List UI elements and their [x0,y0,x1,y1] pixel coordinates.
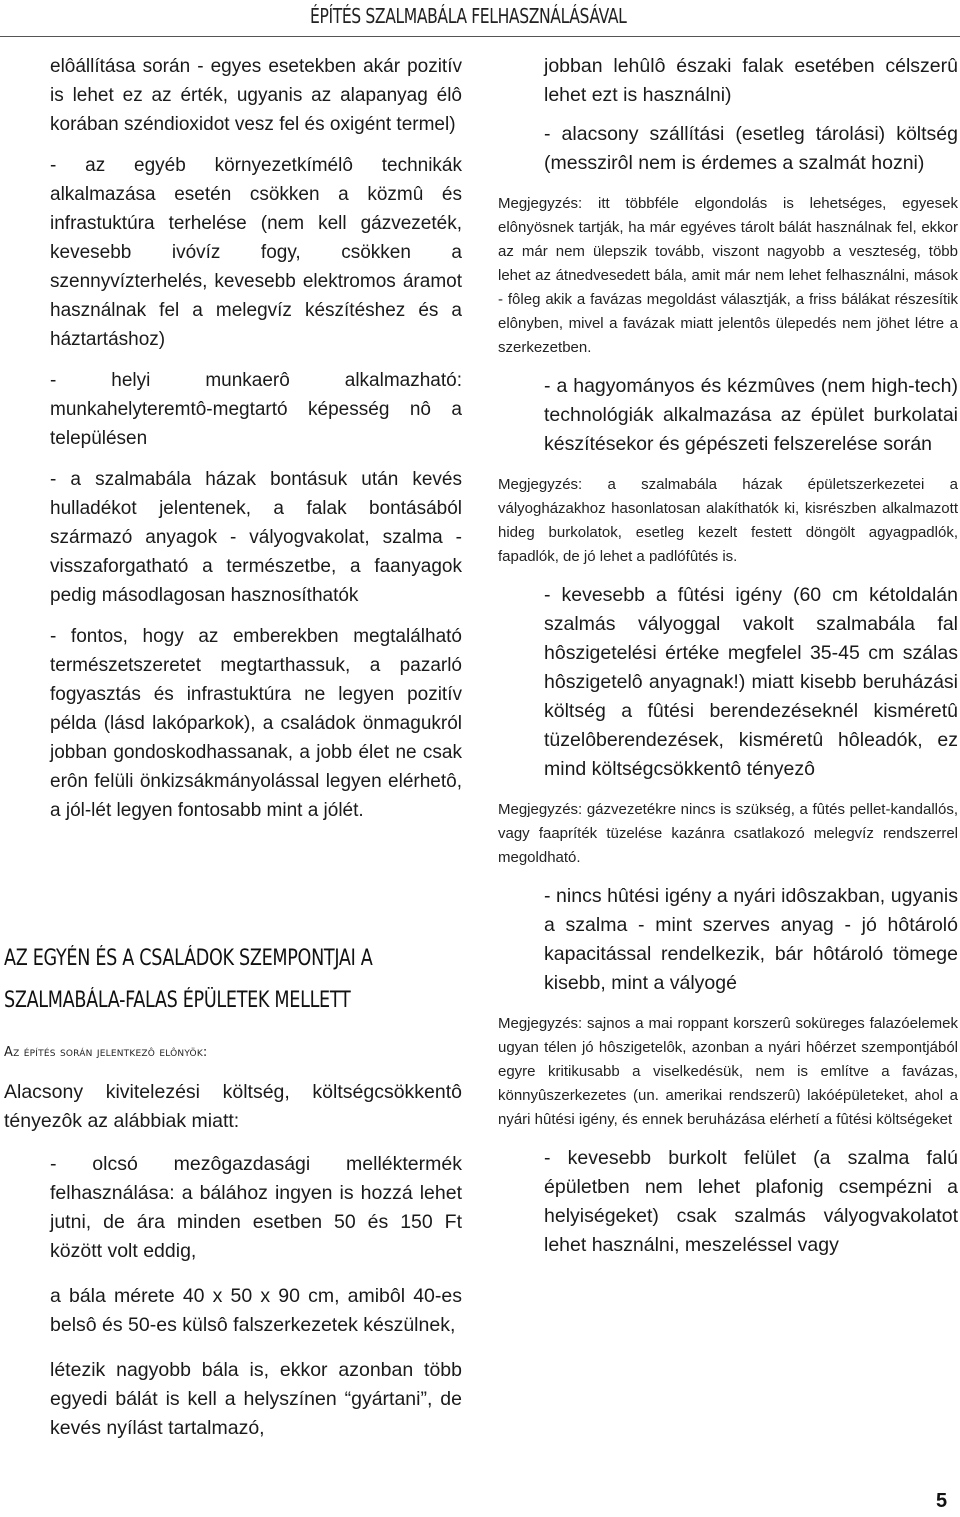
right-paragraph-continuation: jobban lehûlô északi falak esetében célszerû lehet ezt is használni) [544,55,958,106]
left-paragraph-2: - az egyéb környezetkímélô technikák alkalmazása esetén csökken a közmû és infrastuktúra terhelése (nem kell gázvezeték, kevesebb ivóvíz fogy, csökken a szennyvízterhelés, kevesebb elektromos áramot használnak fel a melegvíz készítéshez és a háztartáshoz) [50,155,462,350]
note-2: Megjegyzés: a szalmabála házak épületszerkezetei a vályogházakhoz hasonlatosan alakíthatók ki, kisrészben alkalmazott hideg burkolatok, esetleg kezelt festett döngölt agyagpadlók, fapadlók, de jó lehet a padlófûtés is. [498,476,958,565]
left-column [50,52,462,825]
list-item: - kevesebb burkolt felület (a szalma falú épületben nem lehet plafonig csempézni a helyiségeket) csak szalmás vályogvakolatot lehet használni, meszeléssel vagy [544,1147,958,1256]
section-heading-line-2: SZALMABÁLA-FALAS ÉPÜLETEK MELLETT [4,988,351,1013]
list-item: - alacsony szállítási (esetleg tárolási) költség (messzirôl nem is érdemes a szalmát hozni) [544,123,958,174]
left-paragraph-4: - a szalmabála házak bontásuk után kevés hulladékot jelentenek, a falak bontásából származó anyagok - vályogvakolat, szalma - visszaforgatható a természetbe, a faanyagok pedig másodlagosan hasznosíthatók [50,469,462,606]
list-item: - kevesebb a fûtési igény (60 cm kétoldalán szalmás vályoggal vakolt szalmabála fal hôszigetelési értéke megfelel 35-45 cm szálas hôszigetelô anyagnak!) miatt kisebb beruházási költség a fûtési berendezéseknél kisméretû tüzelôberendezések, kisméretû hôleadók, ez mind költségcsökkentô tényezô [544,584,958,780]
left-paragraph-3: - helyi munkaerô alkalmazható: munkahelyteremtô-megtartó képesség nô a településen [50,370,462,449]
page-number: 5 [936,1490,948,1512]
list-item: - olcsó mezôgazdasági melléktermék felhasználása: a bálához ingyen is hozzá lehet jutni, de ára minden esetben 50 és 150 Ft között volt eddig, [50,1153,462,1262]
running-head: ÉPÍTÉS SZALMABÁLA FELHASZNÁLÁSÁVAL [310,4,627,28]
note-3: Megjegyzés: gázvezetékre nincs is szükség, a fûtés pellet-kandallós, vagy faapríték tüzelése kazánra csatlakozó melegvíz rendszerrel megoldható. [498,801,958,866]
header-divider [0,36,960,37]
section-subheading: Az építés során jelentkezô elônyök: [4,1045,208,1060]
list-item: létezik nagyobb bála is, ekkor azonban több egyedi bálát is kell a helyszínen “gyártani”, de kevés nyílást tartalmazó, [50,1359,462,1439]
left-paragraph-5: - fontos, hogy az emberekben megtalálható természetszeretet megtarthassuk, a pazarló fogyasztás és infrastuktúra ne legyen pozitív példa (lásd lakóparkok), a családok önmagukról jobban gondoskodhassanak, a jobb élet ne csak erôn felüli önkizsákmányolással legyen elérhetô, a jól-lét legyen fontosabb mint a jólét. [50,626,462,821]
right-column [498,52,958,1260]
left-paragraph-1: elôállítása során - egyes esetekben akár pozitív is lehet ez az érték, ugyanis az alapanyag élô korában széndioxidot vesz fel és oxigént termel) [50,56,462,135]
list-item: - nincs hûtési igény a nyári idôszakban, ugyanis a szalma - mint szerves anyag - jó hôtároló kapacitással rendelkezik, bár hôtároló tömege kisebb, mint a vályogé [544,885,958,994]
section-heading-line-1: AZ EGYÉN ÉS A CSALÁDOK SZEMPONTJAI A [4,946,373,971]
note-1: Megjegyzés: itt többféle elgondolás is lehetséges, egyesek elônyösnek tartják, ha már egyéves tárolt bálát használnak fel, ekkor az már nem ülepszik tovább, viszont nagyobb a veszteség, több lehet az átnedvesedett bála, amit már nem lehet felhasználni, mások - fôleg akik a favázas megoldást választják, a friss bálákat részesítik elônyben, mivel a favázak miatt jelentôs ülepedés nem jöhet létre a szerkezetben. [498,195,958,356]
intro-block [4,1078,462,1136]
left-bullet-list [50,1150,462,1443]
list-item: a bála mérete 40 x 50 x 90 cm, amibôl 40-es belsô és 50-es külsô falszerkezetek készülnek, [50,1285,462,1336]
list-item: - a hagyományos és kézmûves (nem high-tech) technológiák alkalmazása az épület burkolatai készítésekor és gépészeti felszerelése során [544,375,958,455]
note-4: Megjegyzés: sajnos a mai roppant korszerû soküreges falazóelemek ugyan télen jó hôszigetelôk, azonban a nyári hôérzet szempontjából egyre kritikusabb a viselkedésük, nem is említve a favázas, könnyûszerkezetes (un. amerikai rendszerû) lakóépületeket, ahol a nyári hûtési igény, és ennek beruházása elérhetí a fûtési költségeket [498,1015,958,1128]
intro-paragraph: Alacsony kivitelezési költség, költségcsökkentô tényezôk az alábbiak miatt: [4,1081,462,1132]
